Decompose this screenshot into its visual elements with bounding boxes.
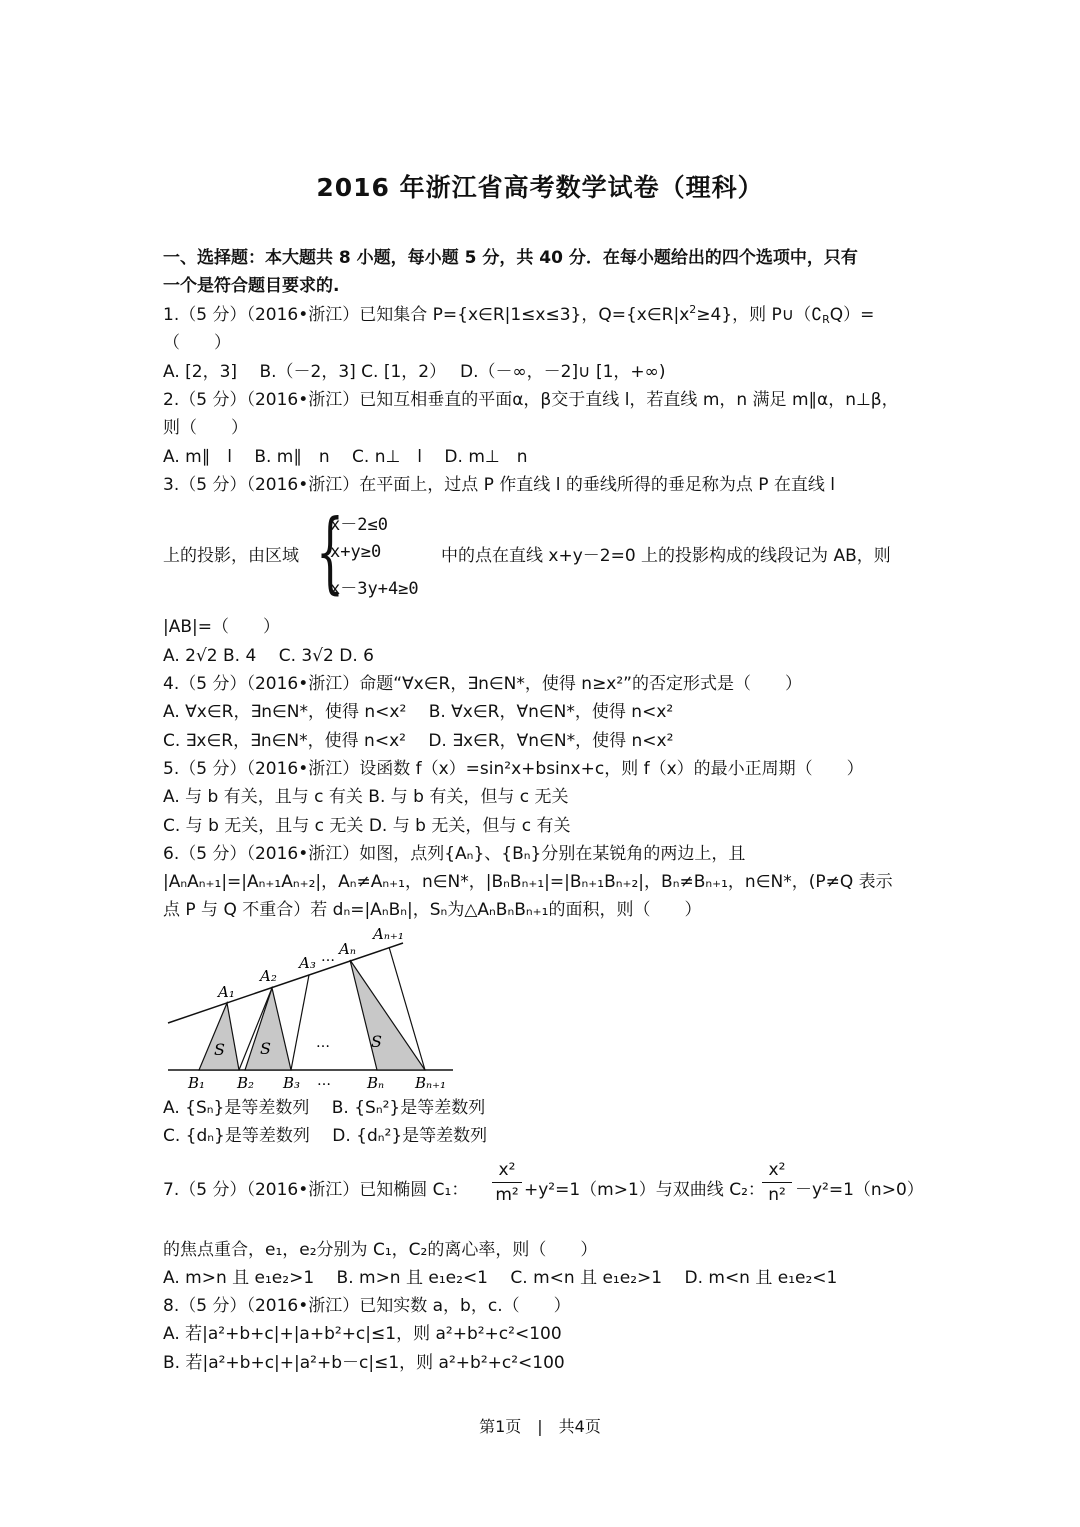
q1-options: A. [2，3] B.（－2，3] C. [1，2） D.（－∞，－2]∪ [1，+∞) <box>163 362 666 382</box>
brace-icon: { <box>316 500 344 603</box>
q3-stem: 3.（5 分）（2016•浙江）在平面上，过点 P 作直线 l 的垂线所得的垂足称为点 P 在直线 l <box>163 475 836 495</box>
label-b3: B₃ <box>283 1074 301 1092</box>
inequality-system <box>316 500 446 603</box>
q4-stem: 4.（5 分）（2016•浙江）命题“∀x∈R，∃n∈N*，使得 n≥x²”的否定形式是（ ） <box>163 674 802 694</box>
q6-figure <box>163 925 463 1099</box>
q7-stem2: 的焦点重合，e₁，e₂分别为 C₁，C₂的离心率，则（ ） <box>163 1240 598 1260</box>
label-s2: S <box>260 1039 271 1058</box>
q7-options: A. m>n 且 e₁e₂>1 B. m>n 且 e₁e₂<1 C. m<n 且 e₁e₂>1 D. m<n 且 e₁e₂<1 <box>163 1268 838 1288</box>
q2-options: A. m∥ l B. m∥ n C. n⊥ l D. m⊥ n <box>163 447 528 467</box>
q3-right: 中的点在直线 x+y－2=0 上的投影构成的线段记为 AB，则 <box>441 546 891 566</box>
label-bn: Bₙ <box>367 1074 385 1092</box>
label-sn: S <box>371 1032 382 1051</box>
label-an: Aₙ <box>339 940 356 958</box>
q6-options-cd: C. {dₙ}是等差数列 D. {dₙ²}是等差数列 <box>163 1126 488 1146</box>
q6-stem2: |AₙAₙ₊₁|=|Aₙ₊₁Aₙ₊₂|，Aₙ≠Aₙ₊₁，n∈N*，|BₙBₙ₊₁|=|Bₙ₊₁Bₙ₊₂|，Bₙ≠Bₙ₊₁，n∈N*，(P≠Q 表示 <box>163 872 893 892</box>
q3-options: A. 2√2 B. 4 C. 3√2 D. 6 <box>163 646 374 666</box>
inequality-2: x+y≥0 <box>330 542 382 562</box>
label-b2: B₂ <box>237 1074 255 1092</box>
q8-option-a: A. 若|a²+b+c|+|a+b²+c|≤1，则 a²+b²+c²<100 <box>163 1324 562 1344</box>
q7-fraction-2: x² n² <box>762 1160 792 1205</box>
q6-stem3: 点 P 与 Q 不重合）若 dₙ=|AₙBₙ|，Sₙ为△AₙBₙBₙ₊₁的面积，则（ ） <box>163 900 702 920</box>
point-sequence-diagram <box>163 925 463 1095</box>
q3-left: 上的投影，由区域 <box>163 546 299 566</box>
q6-options-ab: A. {Sₙ}是等差数列 B. {Sₙ²}是等差数列 <box>163 1098 486 1118</box>
q7-stem-b: +y²=1（m>1）与双曲线 C₂： <box>524 1180 765 1200</box>
section-heading-line1: 一、选择题：本大题共 8 小题，每小题 5 分，共 40 分．在每小题给出的四个选项中，只有 <box>163 248 858 268</box>
triangle-sn <box>350 960 425 1070</box>
label-a2: A₂ <box>260 967 277 985</box>
page-title: 2016 年浙江省高考数学试卷（理科） <box>316 173 764 202</box>
q6-stem: 6.（5 分）（2016•浙江）如图，点列{Aₙ}、{Bₙ}分别在某锐角的两边上，且 <box>163 844 746 864</box>
q8-option-b: B. 若|a²+b+c|+|a²+b－c|≤1，则 a²+b²+c²<100 <box>163 1353 565 1373</box>
q4-options-ab: A. ∀x∈R，∃n∈N*，使得 n<x² B. ∀x∈R，∀n∈N*，使得 n<x² <box>163 702 674 722</box>
section-heading-line2: 一个是符合题目要求的. <box>163 276 340 296</box>
q7-fraction-1: x² m² <box>492 1160 522 1205</box>
segment-a3b3 <box>291 975 309 1070</box>
q2-stem2: 则（ ） <box>163 418 248 438</box>
q5-options-ab: A. 与 b 有关，且与 c 有关 B. 与 b 有关，但与 c 无关 <box>163 787 569 807</box>
label-s1: S <box>214 1040 225 1059</box>
q8-stem: 8.（5 分）（2016•浙江）已知实数 a，b，c.（ ） <box>163 1296 571 1316</box>
q1-paren: （ ） <box>163 333 231 353</box>
q5-options-cd: C. 与 b 无关，且与 c 无关 D. 与 b 无关，但与 c 有关 <box>163 816 571 836</box>
q3-stem3: |AB|=（ ） <box>163 617 280 637</box>
q2-stem: 2.（5 分）（2016•浙江）已知互相垂直的平面α，β交于直线 l，若直线 m，n 满足 m∥α，n⊥β， <box>163 390 899 410</box>
q5-stem: 5.（5 分）（2016•浙江）设函数 f（x）=sin²x+bsinx+c，则 f（x）的最小正周期（ ） <box>163 759 864 779</box>
label-b1: B₁ <box>188 1074 206 1092</box>
label-bn1: Bₙ₊₁ <box>415 1074 447 1092</box>
triangle-s1 <box>199 1003 239 1070</box>
label-an1: Aₙ₊₁ <box>373 925 404 943</box>
inequality-1: x－2≤0 <box>330 515 388 535</box>
dots-upper: … <box>321 949 335 965</box>
q1-stem: 1.（5 分）（2016•浙江）已知集合 P={x∈R|1≤x≤3}，$Q=\{x\in R|x^2\ge 4\}$，则 $P\cup(∁_RQ)=$ <box>163 303 875 326</box>
dots-lower: … <box>317 1073 331 1089</box>
label-a3: A₃ <box>299 954 316 972</box>
q4-options-cd: C. ∃x∈R，∃n∈N*，使得 n<x² D. ∃x∈R，∀n∈N*，使得 n<x² <box>163 731 674 751</box>
dots-middle: … <box>316 1035 330 1051</box>
q7-stem-a: 7.（5 分）（2016•浙江）已知椭圆 C₁： <box>163 1180 469 1200</box>
q7-stem-c: －y²=1（n>0） <box>795 1180 924 1200</box>
inequality-3: x－3y+4≥0 <box>330 579 419 599</box>
page-footer: 第1页 | 共4页 <box>479 1417 601 1436</box>
label-a1: A₁ <box>218 983 235 1001</box>
